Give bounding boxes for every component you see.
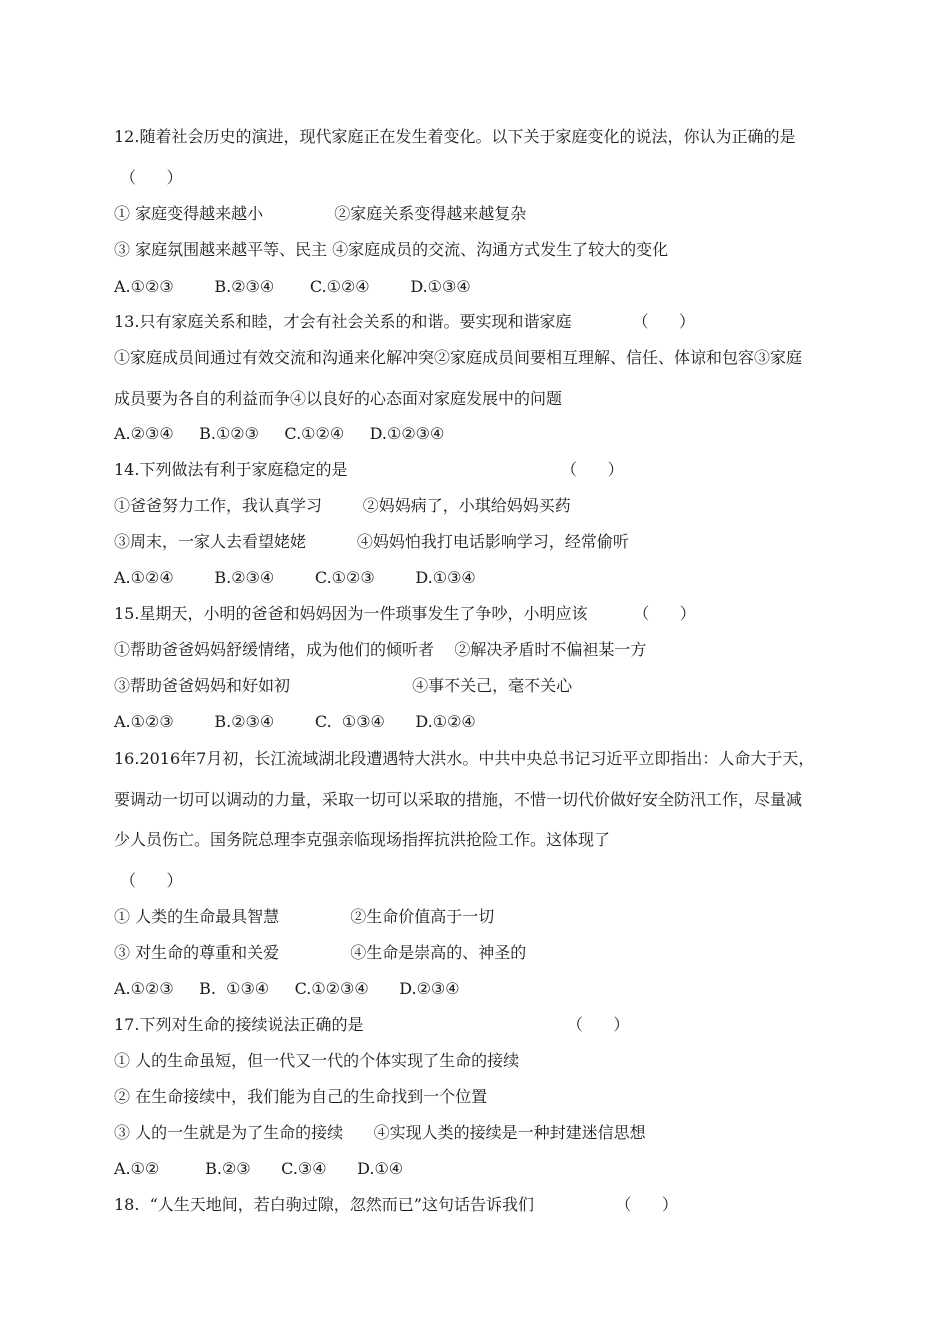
question-17-statement-1: ① 人的生命虽短，但一代又一代的个体实现了生命的接续 xyxy=(114,1051,520,1070)
question-14-statements-3-4: ③周末，一家人去看望姥姥 ④妈妈怕我打电话影响学习，经常偷听 xyxy=(114,532,629,551)
question-17-options: A.①② B.②③ C.③④ D.①④ xyxy=(114,1159,404,1178)
question-12-stem: 12.随着社会历史的演进，现代家庭正在发生着变化。以下关于家庭变化的说法，你认为正确的是 xyxy=(114,127,796,146)
question-17-statement-2: ② 在生命接续中，我们能为自己的生命找到一个位置 xyxy=(114,1087,488,1106)
question-13-stem: 13.只有家庭关系和睦，才会有社会关系的和谐。要实现和谐家庭 （ ） xyxy=(114,312,695,331)
question-15-stem: 15.星期天，小明的爸爸和妈妈因为一件琐事发生了争吵，小明应该 （ ） xyxy=(114,604,696,623)
question-16-answer-blank: （ ） xyxy=(120,871,183,890)
question-15-statements-1-2: ①帮助爸爸妈妈舒缓情绪，成为他们的倾听者 ②解决矛盾时不偏袒某一方 xyxy=(114,640,647,659)
question-15-options: A.①②③ B.②③④ C. ①③④ D.①②④ xyxy=(114,712,476,731)
question-14-statements-1-2: ①爸爸努力工作，我认真学习 ②妈妈病了，小琪给妈妈买药 xyxy=(114,496,571,515)
question-17-stem: 17.下列对生命的接续说法正确的是 （ ） xyxy=(114,1015,630,1034)
question-15-statements-3-4: ③帮助爸爸妈妈和好如初 ④事不关己，毫不关心 xyxy=(114,676,573,695)
question-16-options: A.①②③ B. ①③④ C.①②③④ D.②③④ xyxy=(114,979,460,998)
question-12-options: A.①②③ B.②③④ C.①②④ D.①③④ xyxy=(114,277,471,296)
question-13-options: A.②③④ B.①②③ C.①②④ D.①②③④ xyxy=(114,424,445,443)
question-16-statements-1-2: ① 人类的生命最具智慧 ②生命价值高于一切 xyxy=(114,907,495,926)
question-16-statements-3-4: ③ 对生命的尊重和关爱 ④生命是崇高的、神圣的 xyxy=(114,943,527,962)
question-16-stem-line-1: 16.2016年7月初，长江流域湖北段遭遇特大洪水。中共中央总书记习近平立即指出：人命大于天， xyxy=(114,749,815,768)
question-13-statements-line-2: 成员要为各自的利益而争④以良好的心态面对家庭发展中的问题 xyxy=(114,389,563,408)
question-12-statements-1-2: ① 家庭变得越来越小 ②家庭关系变得越来越复杂 xyxy=(114,204,527,223)
question-18-stem: 18. “人生天地间，若白驹过隙，忽然而已”这句话告诉我们 （ ） xyxy=(114,1195,678,1214)
question-17-statements-3-4: ③ 人的一生就是为了生命的接续 ④实现人类的接续是一种封建迷信思想 xyxy=(114,1123,646,1142)
question-14-options: A.①②④ B.②③④ C.①②③ D.①③④ xyxy=(114,568,476,587)
question-12-statements-3-4: ③ 家庭氛围越来越平等、民主 ④家庭成员的交流、沟通方式发生了较大的变化 xyxy=(114,240,669,259)
question-16-stem-line-3: 少人员伤亡。国务院总理李克强亲临现场指挥抗洪抢险工作。这体现了 xyxy=(114,830,611,849)
question-16-stem-line-2: 要调动一切可以调动的力量，采取一切可以采取的措施，不惜一切代价做好安全防汛工作，尽量减 xyxy=(114,790,803,809)
question-13-statements-line-1: ①家庭成员间通过有效交流和沟通来化解冲突②家庭成员间要相互理解、信任、体谅和包容③家庭 xyxy=(114,348,803,367)
question-12-answer-blank: （ ） xyxy=(120,168,183,187)
question-14-stem: 14.下列做法有利于家庭稳定的是 （ ） xyxy=(114,460,624,479)
